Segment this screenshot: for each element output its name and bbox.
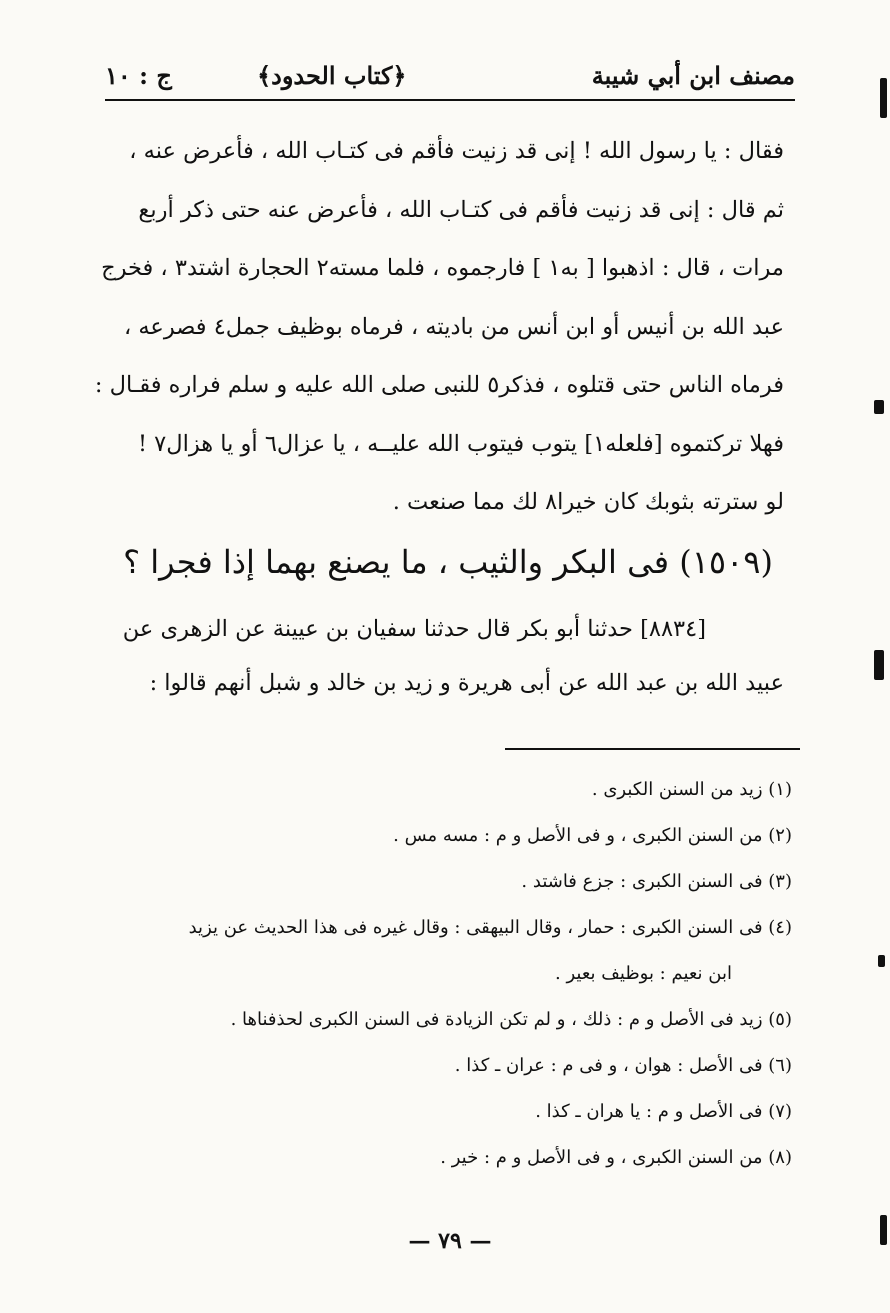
page-number: — ٧٩ —	[408, 1228, 492, 1254]
hadith-line: [٨٨٣٤] حدثنا أبو بكر قال حدثنا سفيان بن عيينة عن الزهرى عن	[122, 616, 706, 642]
footnote: (٢) من السنن الكبرى ، و فى الأصل و م : مسه مس .	[393, 825, 792, 846]
scan-edge-mark	[880, 78, 887, 118]
scan-edge-mark	[874, 650, 884, 680]
text-line: مرات ، قال : اذهبوا [ به١ ] فارجموه ، فلما مسته٢ الحجارة اشتد٣ ، فخرج	[101, 255, 784, 281]
text-line: فقال : يا رسول الله ! إنى قد زنيت فأقم فى كتـاب الله ، فأعرض عنه ،	[129, 138, 784, 164]
scan-edge-mark	[878, 955, 885, 967]
text-line: فرماه الناس حتى قتلوه ، فذكر٥ للنبى صلى الله عليه و سلم فراره فقـال :	[94, 372, 784, 398]
footnote-rule	[505, 748, 800, 750]
footnote: (٧) فى الأصل و م : يا هران ـ كذا .	[535, 1101, 792, 1122]
text-line: فهلا تركتموه [فلعله١] يتوب فيتوب الله عليــه ، يا عزال٦ أو يا هزال٧ !	[137, 430, 784, 457]
header-book-title: ﴿كتاب الحدود﴾	[257, 60, 407, 90]
footnotes	[112, 767, 792, 1181]
running-header	[105, 52, 795, 98]
header-rule	[105, 99, 795, 101]
chapter-heading: (١٥٠٩) فى البكر والثيب ، ما يصنع بهما إذا فجرا ؟	[123, 543, 773, 581]
scan-edge-mark	[880, 1215, 887, 1245]
header-volume: ج : ١٠	[105, 60, 172, 90]
main-text	[94, 122, 784, 532]
scan-edge-mark	[874, 400, 884, 414]
footnote-continuation: ابن نعيم : بوظيف بعير .	[555, 963, 732, 984]
text-line: ثم قال : إنى قد زنيت فأقم فى كتـاب الله ، فأعرض عنه حتى ذكر أربع	[138, 196, 784, 223]
hadith-line: عبيد الله بن عبد الله عن أبى هريرة و زيد بن خالد و شبل أنهم قالوا :	[149, 670, 784, 696]
footnote: (١) زيد من السنن الكبرى .	[591, 779, 792, 800]
hadith-paragraph	[112, 602, 784, 710]
header-title: مصنف ابن أبي شيبة	[591, 60, 795, 90]
text-line: لو سترته بثوبك كان خيرا٨ لك مما صنعت .	[392, 489, 784, 515]
footnote: (٦) فى الأصل : هوان ، و فى م : عران ـ كذا .	[454, 1055, 792, 1076]
text-line: عبد الله بن أنيس أو ابن أنس من باديته ، فرماه بوظيف جمل٤ فصرعه ،	[123, 313, 784, 340]
footnote: (٤) فى السنن الكبرى : حمار ، وقال البيهقى : وقال غيره فى هذا الحديث عن يزيد	[188, 917, 792, 938]
footnote: (٣) فى السنن الكبرى : جزع فاشتد .	[521, 871, 792, 892]
footnote: (٥) زيد فى الأصل و م : ذلك ، و لم تكن الزيادة فى السنن الكبرى لحذفناها .	[230, 1009, 792, 1030]
footnote: (٨) من السنن الكبرى ، و فى الأصل و م : خير .	[440, 1147, 792, 1168]
